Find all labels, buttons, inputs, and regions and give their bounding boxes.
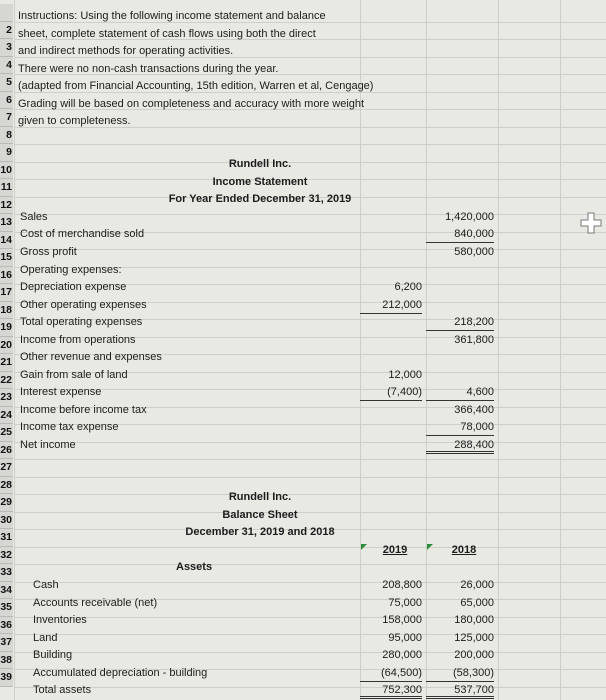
row-header[interactable]: 35 (0, 599, 13, 617)
bs-row-2019[interactable]: 752,300 (360, 682, 422, 699)
bs-row-2018[interactable]: 65,000 (460, 596, 494, 609)
bs-row-2019[interactable]: 280,000 (382, 649, 422, 661)
is-tax-label[interactable]: Income tax expense (20, 421, 119, 433)
row-header[interactable]: 2 (0, 22, 13, 40)
row-header[interactable]: 38 (0, 652, 13, 670)
row-header[interactable]: 17 (0, 284, 13, 302)
is-pretax-label[interactable]: Income before income tax (20, 404, 147, 416)
row-header[interactable]: 20 (0, 337, 13, 355)
row-header[interactable]: 15 (0, 249, 13, 267)
row-header[interactable]: 27 (0, 459, 13, 477)
row-header[interactable]: 13 (0, 214, 13, 232)
is-income-ops-label[interactable]: Income from operations (20, 334, 136, 346)
row-header[interactable]: 22 (0, 372, 13, 390)
bs-col-2019[interactable]: 2019 (382, 544, 408, 556)
row-header[interactable]: 11 (0, 179, 13, 197)
row-header[interactable]: 19 (0, 319, 13, 337)
row-header[interactable]: 29 (0, 494, 13, 512)
bs-row-label[interactable]: Land (33, 631, 58, 644)
bs-row-2018[interactable]: 537,700 (426, 682, 494, 699)
row-cells[interactable] (14, 442, 606, 461)
row-header[interactable]: 16 (0, 267, 13, 285)
row-header[interactable]: 8 (0, 127, 13, 145)
is-other-rev-label[interactable]: Other revenue and expenses (20, 351, 162, 363)
bs-row-label[interactable]: Accounts receivable (net) (33, 596, 158, 609)
row-cells[interactable] (14, 547, 606, 566)
is-cogs-label[interactable]: Cost of merchandise sold (20, 228, 145, 240)
is-gross-label[interactable]: Gross profit (20, 246, 77, 258)
is-company[interactable]: Rundell Inc. (228, 158, 292, 170)
bs-row-2018[interactable]: 26,000 (460, 579, 494, 591)
bs-row-2018[interactable]: 200,000 (454, 649, 494, 661)
is-interest-value[interactable]: (7,400) (360, 384, 422, 401)
is-opex-label[interactable]: Operating expenses: (20, 264, 122, 276)
sheet-row[interactable] (0, 442, 606, 460)
sheet-row[interactable] (0, 547, 606, 565)
bs-row-2019[interactable]: (64,500) (360, 665, 422, 682)
is-tax-value[interactable]: 78,000 (426, 419, 494, 436)
is-other-opex-label[interactable]: Other operating expenses (20, 299, 147, 311)
bs-row-2018[interactable]: 125,000 (454, 631, 494, 644)
bs-row-2019[interactable]: 95,000 (388, 631, 422, 644)
instruction-line[interactable]: Instructions: Using the following income statement and balance (18, 10, 326, 22)
bs-company[interactable]: Rundell Inc. (228, 491, 292, 503)
is-period[interactable]: For Year Ended December 31, 2019 (168, 193, 352, 205)
bs-row-2018[interactable]: 180,000 (454, 614, 494, 626)
row-header[interactable]: 33 (0, 564, 13, 582)
row-header[interactable]: 30 (0, 512, 13, 530)
is-gain-value[interactable]: 12,000 (388, 369, 422, 381)
is-other-opex-value[interactable]: 212,000 (360, 297, 422, 314)
is-title[interactable]: Income Statement (212, 176, 308, 188)
bs-row-label[interactable]: Total assets (33, 684, 92, 696)
row-cells[interactable] (14, 564, 606, 583)
instruction-line[interactable]: Grading will be based on completeness and accuracy with more weight (18, 98, 365, 110)
is-depr-value[interactable]: 6,200 (394, 281, 422, 293)
row-header[interactable]: 9 (0, 144, 13, 162)
row-header[interactable]: 31 (0, 529, 13, 547)
bs-assets-label[interactable]: Assets (176, 561, 213, 573)
is-net-value[interactable]: 288,400 (426, 437, 494, 454)
bs-row-2019[interactable]: 208,800 (382, 579, 422, 591)
sheet-row[interactable] (0, 617, 606, 635)
is-other-net-value[interactable]: 4,600 (426, 384, 494, 401)
is-total-opex-value[interactable]: 218,200 (426, 314, 494, 331)
instruction-line[interactable]: (adapted from Financial Accounting, 15th edition, Warren et al, Cengage) (18, 80, 374, 92)
bs-row-label[interactable]: Inventories (33, 614, 87, 626)
row-header[interactable] (0, 4, 13, 22)
sheet-row[interactable] (0, 459, 606, 477)
row-header[interactable]: 3 (0, 39, 13, 57)
row-header[interactable]: 18 (0, 302, 13, 320)
is-sales-label[interactable]: Sales (20, 211, 48, 223)
row-header[interactable]: 36 (0, 617, 13, 635)
is-interest-label[interactable]: Interest expense (20, 386, 102, 398)
row-header[interactable]: 28 (0, 477, 13, 495)
row-header[interactable]: 4 (0, 57, 13, 75)
row-header[interactable]: 25 (0, 424, 13, 442)
bs-col-2018[interactable]: 2018 (451, 544, 477, 556)
bs-row-label[interactable]: Accumulated depreciation - building (33, 666, 208, 679)
instruction-line[interactable]: and indirect methods for operating activities. (18, 45, 234, 57)
instruction-line[interactable]: sheet, complete statement of cash flows using both the direct (18, 28, 316, 40)
bs-row-2019[interactable]: 158,000 (382, 614, 422, 626)
is-net-label[interactable]: Net income (20, 439, 76, 451)
row-cells[interactable] (14, 459, 606, 478)
instruction-line[interactable]: There were no non-cash transactions during the year. (18, 63, 279, 75)
bs-title[interactable]: Balance Sheet (222, 509, 298, 521)
row-header[interactable]: 39 (0, 669, 13, 687)
row-header[interactable]: 12 (0, 197, 13, 215)
row-header[interactable]: 37 (0, 634, 13, 652)
row-header[interactable]: 23 (0, 389, 13, 407)
row-header[interactable]: 21 (0, 354, 13, 372)
plus-cursor-icon (580, 212, 602, 234)
row-header[interactable]: 6 (0, 92, 13, 110)
row-header[interactable]: 34 (0, 582, 13, 600)
bs-period[interactable]: December 31, 2019 and 2018 (185, 526, 335, 538)
sheet-row[interactable] (0, 564, 606, 582)
is-total-opex-label[interactable]: Total operating expenses (20, 316, 143, 328)
row-header[interactable]: 7 (0, 109, 13, 127)
row-header[interactable]: 10 (0, 162, 13, 180)
is-depr-label[interactable]: Depreciation expense (20, 281, 127, 293)
is-pretax-value[interactable]: 366,400 (454, 404, 494, 416)
row-header[interactable]: 24 (0, 407, 13, 425)
row-header[interactable]: 26 (0, 442, 13, 460)
row-header[interactable]: 14 (0, 232, 13, 250)
bs-row-label[interactable]: Building (33, 649, 73, 661)
is-gain-label[interactable]: Gain from sale of land (20, 369, 128, 381)
row-cells[interactable] (14, 617, 606, 636)
row-header[interactable]: 32 (0, 547, 13, 565)
is-gross-value[interactable]: 580,000 (454, 246, 494, 258)
is-cogs-value[interactable]: 840,000 (426, 226, 494, 243)
bs-row-label[interactable]: Cash (33, 579, 59, 591)
is-income-ops-value[interactable]: 361,800 (454, 334, 494, 346)
is-sales-value[interactable]: 1,420,000 (445, 211, 494, 223)
row-header[interactable]: 5 (0, 74, 13, 92)
bs-row-2018[interactable]: (58,300) (426, 665, 494, 682)
row-cells[interactable] (14, 634, 606, 653)
instruction-line[interactable]: given to completeness. (18, 115, 131, 127)
sheet-row[interactable] (0, 634, 606, 652)
bs-row-2019[interactable]: 75,000 (388, 596, 422, 609)
